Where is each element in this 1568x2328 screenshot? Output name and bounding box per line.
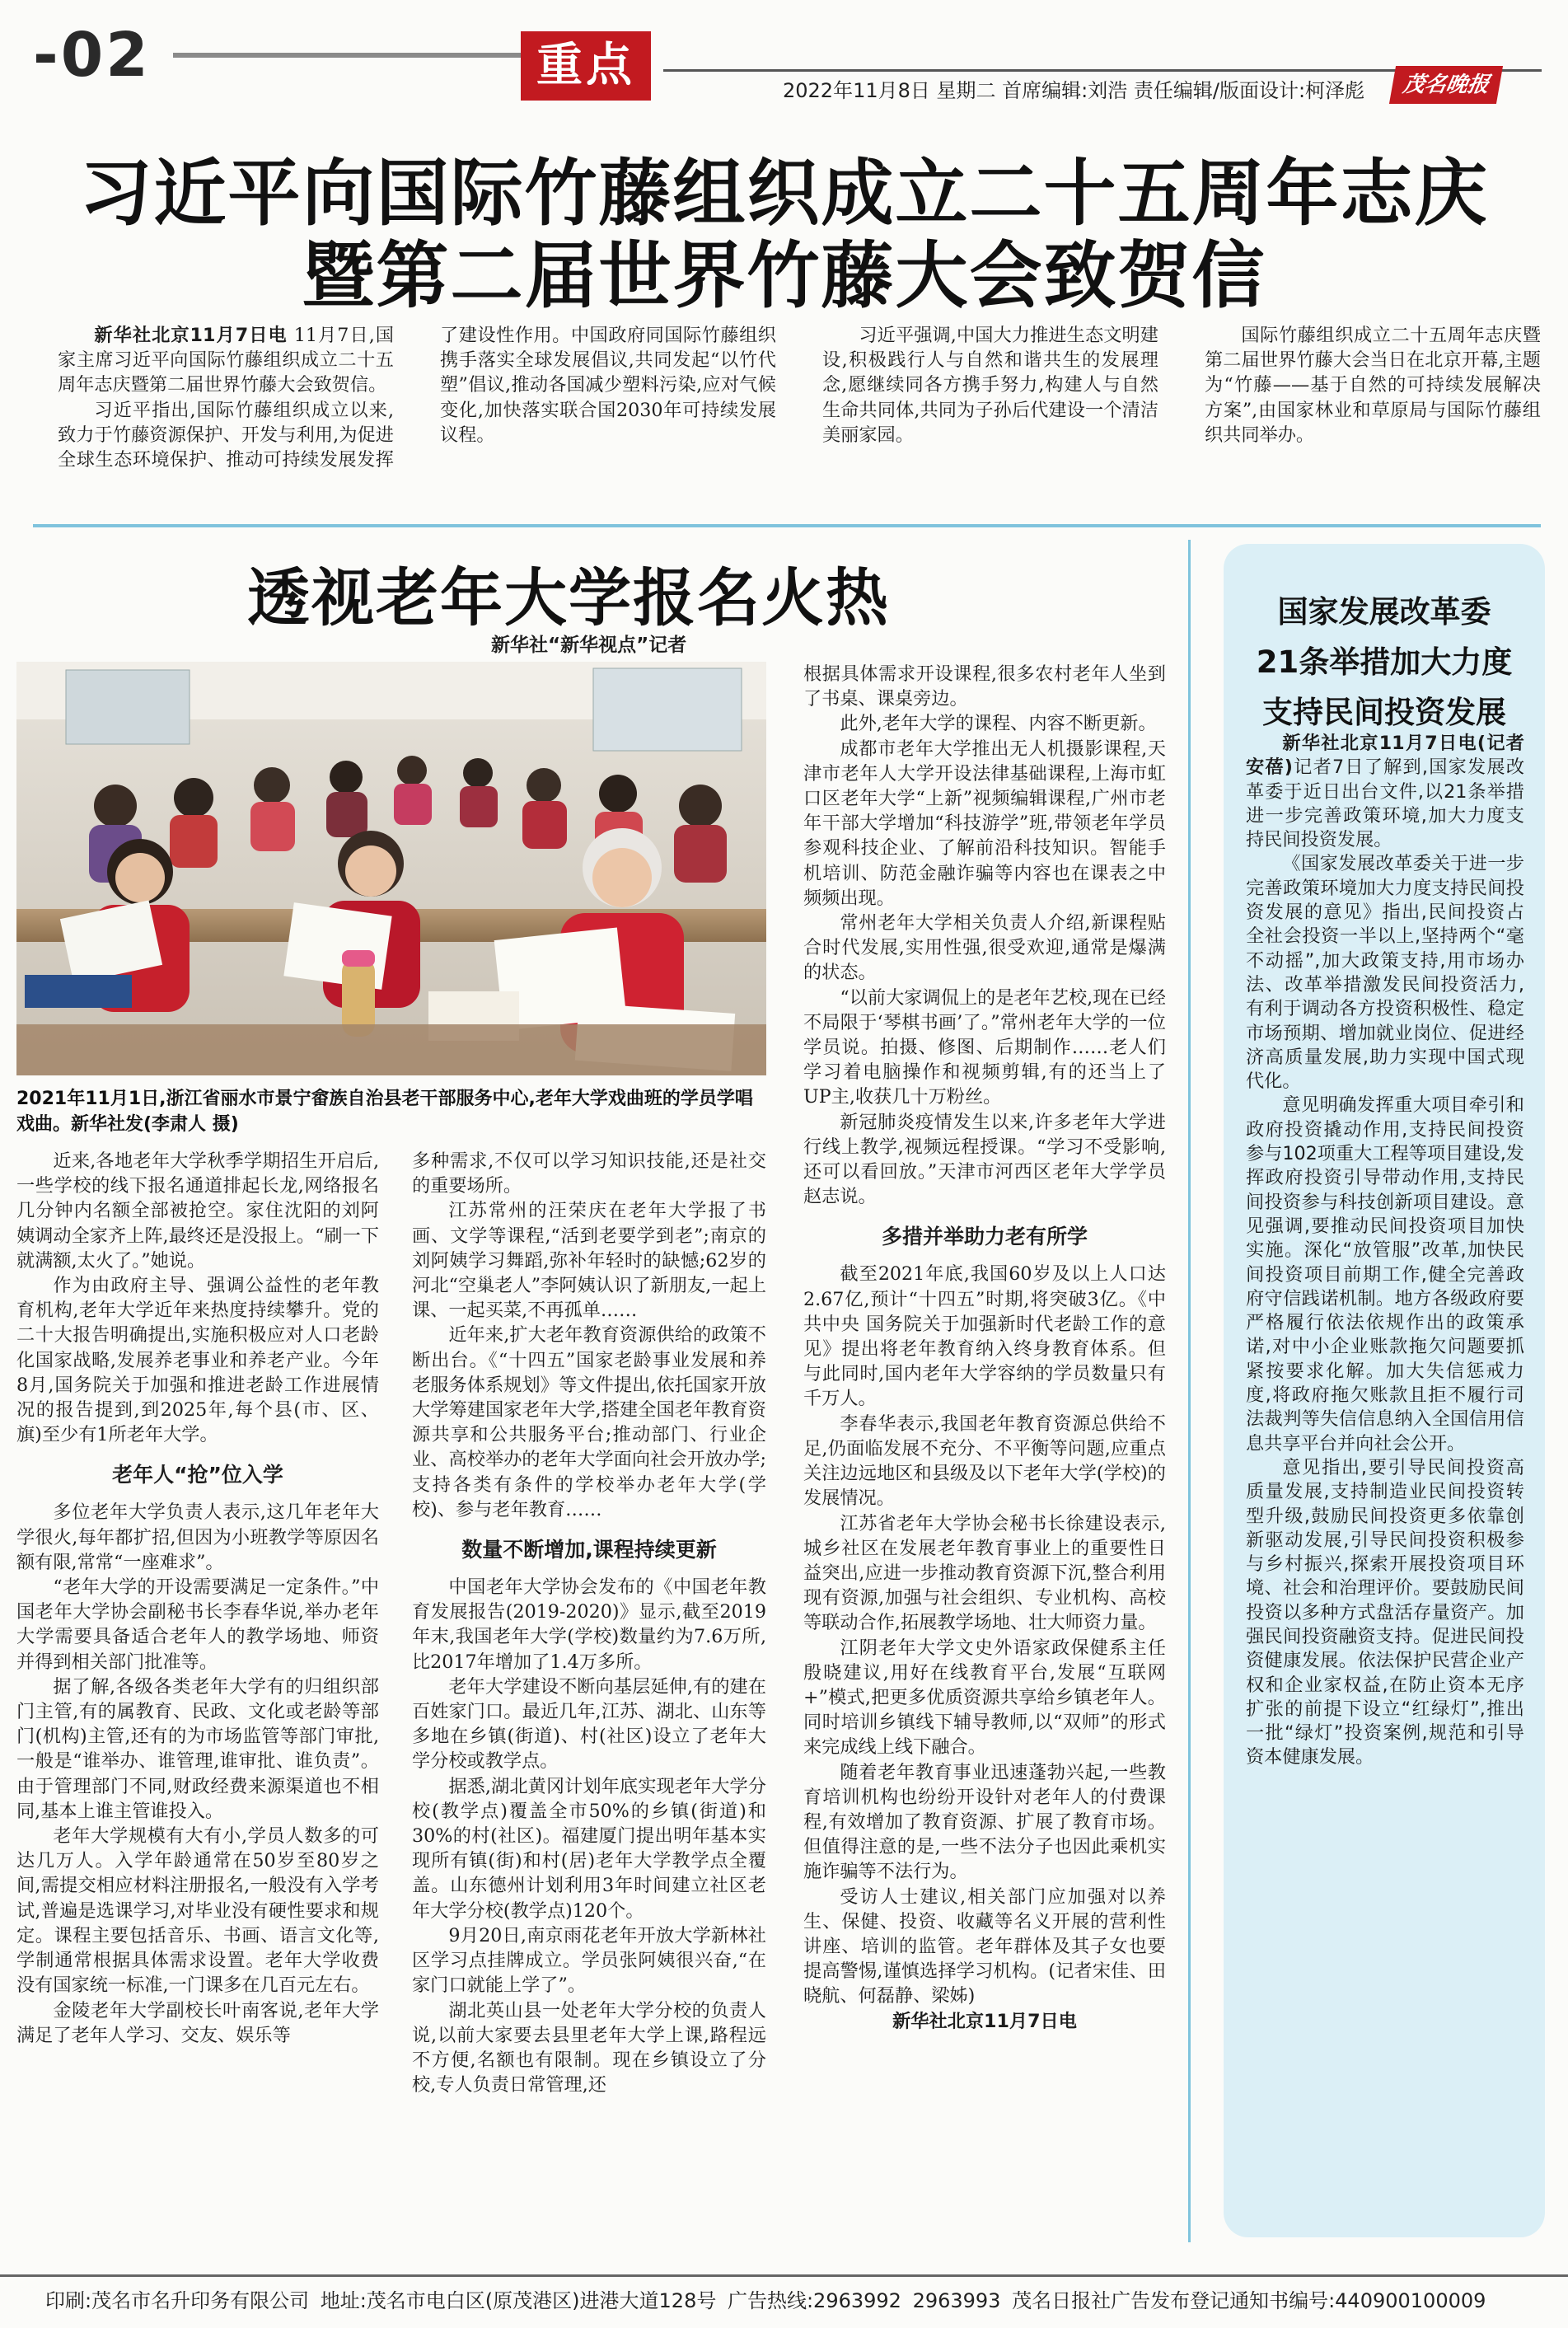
sidebar-paragraph: 意见指出,要引导民间投资高质量发展,支持制造业民间投资转型升级,鼓励民间投资更多依靠创新驱动发展,引导民间投资积极参与乡村振兴,探索开展投资项目环境、社会和治理评价。要鼓励民间投资以多种方式盘活存量资产。加强民间投资融资支持。促进民间投资健康发展。依法保护民营企业产权和企业家权益,在防止资本无序扩张的前提下设立“红绿灯”,推出一批“绿灯”投资案例,规范和引导资本健康发展。 bbox=[1246, 1456, 1524, 1768]
sidebar-title-line: 国家发展改革委 bbox=[1277, 594, 1491, 630]
lead-headline-line2: 暨第二届世界竹藤大会致贺信 bbox=[302, 233, 1266, 318]
story-subhead: 老年人“抢”位入学 bbox=[112, 1463, 283, 1487]
page-number: -02 bbox=[33, 20, 151, 91]
footer-imprint: 印刷:茂名市名升印务有限公司 地址:茂名市电白区(原茂港区)进港大道128号 广告热线:2963992 2963993 茂名日报社广告发布登记通知书编号:440900100009 bbox=[45, 2289, 1486, 2312]
story-paragraph: 湖北英山县一处老年大学分校的负责人说,以前大家要去县里老年大学上课,路程远不方便,名额也有限制。现在乡镇设立了分校,专人负责日常管理,还 bbox=[412, 1999, 766, 2096]
section-tag: 重点 bbox=[521, 31, 651, 101]
newspaper-logo-text: 茂名晚报 bbox=[1401, 73, 1491, 97]
main-story-title: 透视老年大学报名火热 bbox=[247, 561, 890, 635]
section-divider bbox=[33, 524, 1541, 527]
story-paragraph: 随着老年教育事业迅速蓬勃兴起,一些教育培训机构也纷纷开设针对老年人的付费课程,有效增加了教育资源、扩展了教育市场。但值得注意的是,一些不法分子也因此乘机实施诈骗等不法行为。 bbox=[803, 1761, 1166, 1883]
story-paragraph: 据悉,湖北黄冈计划年底实现老年大学分校(教学点)覆盖全市50%的乡镇(街道)和30%的村(社区)。福建厦门提出明年基本实现所有镇(街)和村(居)老年大学教学点全覆盖。山东德州计划利用3年时间建立社区老年大学分校(教学点)120个。 bbox=[412, 1775, 766, 1922]
classroom-photo bbox=[16, 662, 766, 1075]
sidebar-paragraph-text: 记者7日了解到,国家发展改革委于近日出台文件,以21条举措进一步完善政策环境,加大力度支持民间投资发展。 bbox=[1246, 756, 1524, 851]
story-column-2 bbox=[412, 1149, 766, 2245]
story-paragraph: 江苏常州的汪荣庆在老年大学报了书画、文学等课程,“活到老要学到老”;南京的刘阿姨学习舞蹈,弥补年轻时的缺憾;62岁的河北“空巢老人”李阿姨认识了新朋友,一起上课、一起买菜,不再孤单…… bbox=[412, 1200, 766, 1322]
story-paragraph: 近来,各地老年大学秋季学期招生开启后,一些学校的线下报名通道排起长龙,网络报名几分钟内名额全部被抢空。家住沈阳的刘阿姨调动全家齐上阵,最终还是没报上。“刷一下就满额,太火了。”她说。 bbox=[16, 1150, 379, 1272]
story-paragraph: 受访人士建议,相关部门应加强对以养生、保健、投资、收藏等名义开展的营利性讲座、培训的监管。老年群体及其子女也要提高警惕,谨慎选择学习机构。(记者宋佳、田晓航、何磊静、梁姊) bbox=[803, 1885, 1166, 2007]
story-paragraph: 中国老年大学协会发布的《中国老年教育发展报告(2019-2020)》显示,截至2019年末,我国老年大学(学校)数量约为7.6万所,比2017年增加了1.4万多所。 bbox=[412, 1576, 766, 1673]
sidebar-title bbox=[1224, 587, 1545, 738]
story-column-3 bbox=[803, 662, 1166, 2244]
lead-paragraph bbox=[58, 323, 394, 398]
story-paragraph: 江阴老年大学文史外语家政保健系主任殷晓建议,用好在线教育平台,发展“互联网+”模式,把更多优质资源共享给乡镇老年人。同时培训乡镇线下辅导教师,以“双师”的形式来完成线上线下融合。 bbox=[803, 1637, 1166, 1759]
sidebar-paragraph: 《国家发展改革委关于进一步完善政策环境加大力度支持民间投资发展的意见》指出,民间投资占全社会投资一半以上,坚持两个“毫不动摇”,加大政策支持,用市场办法、改革举措激发民间投资活力,有利于调动各方投资积极性、稳定市场预期、增加就业岗位、促进经济高质量发展,助力实现中国式现代化。 bbox=[1246, 853, 1524, 1093]
sidebar-paragraph: 意见明确发挥重大项目牵引和政府投资撬动作用,支持民间投资参与102项重大工程等项目建设,发挥政府投资引导带动作用,支持民间投资参与科技创新项目建设。意见强调,要推动民间投资项目加快实施。深化“放管服”改革,加快民间投资项目前期工作,健全完善政府守信践诺机制。地方各级政府要严格履行依法依规作出的政策承诺,对中小企业账款拖欠问题要抓紧按要求化解。加大失信惩戒力度,将政府拖欠账款且拒不履行司法裁判等失信信息纳入全国信用信息共享平台并向社会公开。 bbox=[1246, 1094, 1524, 1454]
sidebar-paragraph bbox=[1246, 732, 1524, 852]
story-sign-off: 新华社北京11月7日电 bbox=[892, 2010, 1077, 2032]
footer-rule bbox=[0, 2274, 1568, 2277]
lead-paragraph: 国际竹藤组织成立二十五周年志庆暨第二届世界竹藤大会当日在北京开幕,主题为“竹藤——基于自然的可持续发展解决方案”,由国家林业和草原局与国际竹藤组织共同举办。 bbox=[1205, 325, 1541, 446]
lead-dateline: 新华社北京11月7日电 bbox=[94, 325, 288, 346]
story-paragraph: 常州老年大学相关负责人介绍,新课程贴合时代发展,实用性强,很受欢迎,通常是爆满的状态。 bbox=[803, 912, 1166, 984]
story-paragraph: “老年大学的开设需要满足一定条件。”中国老年大学协会副秘书长李春华说,举办老年大学需要具备适合老年人的教学场地、师资并得到相关部门批准等。 bbox=[16, 1576, 379, 1673]
column-divider bbox=[1188, 540, 1191, 2242]
story-paragraph: 截至2021年底,我国60岁及以上人口达2.67亿,预计“十四五”时期,将突破3亿。《中共中央 国务院关于加强新时代老龄工作的意见》提出将老年教育纳入终身教育体系。但与此同时,国内老年大学容纳的学员数量只有千万人。 bbox=[803, 1263, 1166, 1410]
lead-headline-line1: 习近平向国际竹藤组织成立二十五周年志庆 bbox=[79, 151, 1489, 236]
classroom-photo-illustration bbox=[16, 662, 766, 1075]
issue-dateline: 2022年11月8日 星期二 首席编辑:刘浩 责任编辑/版面设计:柯泽彪 bbox=[783, 79, 1365, 102]
sidebar-dateline: 新华社北京11月7日电(记者安蓓) bbox=[1246, 733, 1524, 779]
story-paragraph: 老年大学规模有大有小,学员人数多的可达几万人。入学年龄通常在50岁至80岁之间,需提交相应材料注册报名,一般没有入学考试,普遍是选课学习,对毕业没有硬性要求和规定。课程主要包括音乐、书画、语言文化等,学制通常根据具体需求设置。老年大学收费没有国家统一标准,一门课多在几百元左右。 bbox=[16, 1825, 379, 1997]
lead-paragraph: 习近平强调,中国大力推进生态文明建设,积极践行人与自然和谐共生的发展理念,愿继续同各方携手努力,构建人与自然生命共同体,共同为子孙后代建设一个清洁美丽家园。 bbox=[822, 325, 1158, 446]
story-paragraph: 作为由政府主导、强调公益性的老年教育机构,老年大学近年来热度持续攀升。党的二十大报告明确提出,实施积极应对人口老龄化国家战略,发展养老事业和养老产业。今年8月,国务院关于加强和推进老龄工作进展情况的报告提到,到2025年,每个县(市、区、旗)至少有1所老年大学。 bbox=[16, 1275, 379, 1446]
story-paragraph: 新冠肺炎疫情发生以来,许多老年大学进行线上教学,视频远程授课。“学习不受影响,还可以看回放。”天津市河西区老年大学学员赵志说。 bbox=[803, 1111, 1166, 1208]
story-paragraph: 此外,老年大学的课程、内容不断更新。 bbox=[840, 713, 1157, 735]
lead-paragraph-text: 11月7日,国家主席习近平向国际竹藤组织成立二十五周年志庆暨第二届世界竹藤大会致贺信。 bbox=[58, 325, 394, 396]
story-paragraph: 金陵老年大学副校长叶南客说,老年大学满足了老年人学习、交友、娱乐等 bbox=[16, 1999, 379, 2046]
story-column-1 bbox=[16, 1149, 379, 2245]
sidebar-body bbox=[1246, 732, 1524, 2223]
newspaper-logo bbox=[1389, 66, 1503, 104]
story-paragraph: 江苏省老年大学协会秘书长徐建设表示,城乡社区在发展老年教育事业上的重要性日益突出,应进一步推动教育资源下沉,整合利用现有资源,加强与社会组织、专业机构、高校等联动合作,拓展教学场地、壮大师资力量。 bbox=[803, 1512, 1166, 1634]
story-paragraph: 多种需求,不仅可以学习知识技能,还是社交的重要场所。 bbox=[412, 1150, 766, 1197]
story-paragraph: 据了解,各级各类老年大学有的归组织部门主管,有的属教育、民政、文化或老龄等部门(机构)主管,还有的为市场监管等部门审批,一般是“谁举办、谁管理,谁审批、谁负责”。由于管理部门不同,财政经费来源渠道也不相同,基本上谁主管谁投入。 bbox=[16, 1675, 379, 1822]
story-paragraph: 9月20日,南京雨花老年开放大学新林社区学习点挂牌成立。学员张阿姨很兴奋,“在家门口就能上学了”。 bbox=[412, 1924, 766, 1997]
story-paragraph: 近年来,扩大老年教育资源供给的政策不断出台。《“十四五”国家老龄事业发展和养老服务体系规划》等文件提出,依托国家开放大学筹建国家老年大学,搭建全国老年教育资源共享和公共服务平台;推动部门、行业企业、高校举办的老年大学面向社会开放办学;支持各类有条件的学校举办老年大学(学校)、参与老年教育…… bbox=[412, 1324, 766, 1520]
story-paragraph: 多位老年大学负责人表示,这几年老年大学很火,每年都扩招,但因为小班教学等原因名额有限,常常“一座难求”。 bbox=[16, 1501, 379, 1573]
story-paragraph: 老年大学建设不断向基层延伸,有的建在百姓家门口。最近几年,江苏、湖北、山东等多地在乡镇(街道)、村(社区)设立了老年大学分校或教学点。 bbox=[412, 1675, 766, 1773]
story-subhead: 数量不断增加,课程持续更新 bbox=[461, 1538, 717, 1562]
photo-caption: 2021年11月1日,浙江省丽水市景宁畲族自治县老干部服务中心,老年大学戏曲班的学员学唱戏曲。新华社发(李肃人 摄) bbox=[16, 1089, 753, 1135]
page-number-rule bbox=[173, 53, 536, 58]
story-paragraph: 根据具体需求开设课程,很多农村老年人坐到了书桌、课桌旁边。 bbox=[803, 663, 1166, 710]
sidebar-title-line: 支持民间投资发展 bbox=[1262, 695, 1506, 730]
story-paragraph: 李春华表示,我国老年教育资源总供给不足,仍面临发展不充分、不平衡等问题,应重点关注边远地区和县级及以下老年大学(学校)的发展情况。 bbox=[803, 1412, 1166, 1510]
story-subhead: 多措并举助力老有所学 bbox=[881, 1225, 1088, 1249]
story-paragraph: “以前大家调侃上的是老年艺校,现在已经不局限于‘琴棋书画’了。”常州老年大学的一位学员说。拍摄、修图、后期制作……老人们学习着电脑操作和视频剪辑,有的还当上了UP主,收获几十万粉丝。 bbox=[803, 986, 1166, 1108]
story-paragraph: 成都市老年大学推出无人机摄影课程,天津市老年人大学开设法律基础课程,上海市虹口区老年大学“上新”视频编辑课程,广州市老年干部大学增加“科技游学”班,带领老年学员参观科技企业、了解前沿科技知识。智能手机培训、防范金融诈骗等内容也在课表之中频频出现。 bbox=[803, 738, 1166, 909]
main-story-byline: 新华社“新华视点”记者 bbox=[491, 635, 687, 656]
lead-story-body bbox=[58, 323, 1541, 521]
sidebar-title-line: 21条举措加大力度 bbox=[1256, 644, 1513, 680]
lead-paragraph: 习近平指出,国际竹藤组织成立以来,致力于竹藤资源保护、开发与利用,为促进全球生态环境保护、推动可持续发展发挥了建设性作用。中国政府同国际竹藤组织携手落实全球发展倡议,共同发起“以竹代塑”倡议,推动各国减少塑料污染,应对气候变化,加快落实联合国2030年可持续发展议程。 bbox=[58, 325, 776, 471]
